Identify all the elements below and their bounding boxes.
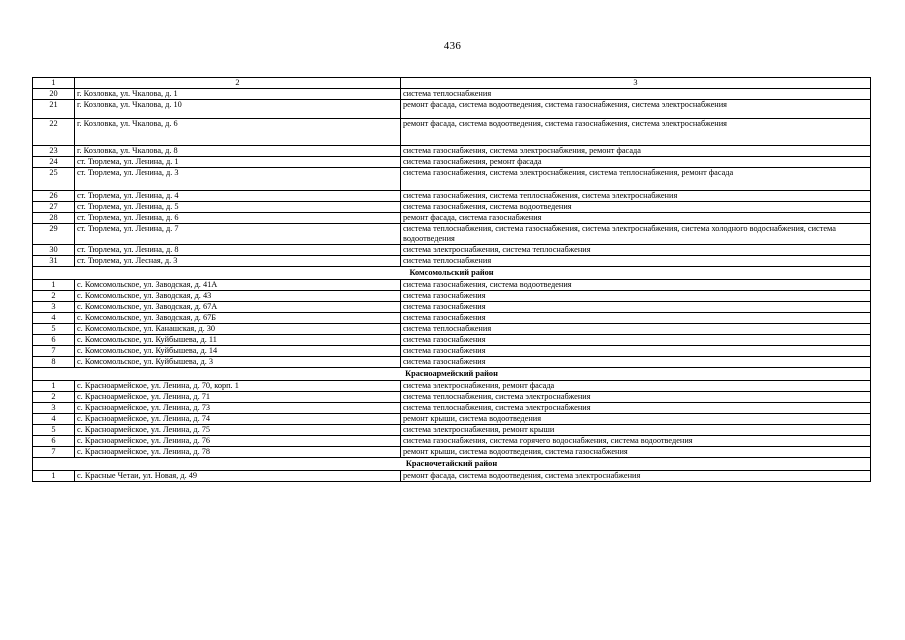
row-works: ремонт фасада, система водоотведения, система электроснабжения xyxy=(401,471,871,482)
table-row xyxy=(33,471,871,482)
district-header-row xyxy=(33,267,871,280)
row-number: 28 xyxy=(33,213,75,224)
table-row xyxy=(33,146,871,157)
row-address: ст. Тюрлема, ул. Лесная, д. 3 xyxy=(75,256,401,267)
row-works: ремонт крыши, система водоотведения, система газоснабжения xyxy=(401,447,871,458)
table-row xyxy=(33,280,871,291)
table-row xyxy=(33,100,871,119)
header-cell-address: 2 xyxy=(75,78,401,89)
table-row xyxy=(33,224,871,245)
row-works: система газоснабжения, система водоотведения xyxy=(401,202,871,213)
district-name: Красноармейский район xyxy=(33,368,871,381)
row-number: 6 xyxy=(33,436,75,447)
row-number: 29 xyxy=(33,224,75,245)
row-address: с. Красноармейское, ул. Ленина, д. 73 xyxy=(75,403,401,414)
row-works: система электроснабжения, система теплоснабжения xyxy=(401,245,871,256)
table-row xyxy=(33,392,871,403)
table-row xyxy=(33,447,871,458)
row-address: ст. Тюрлема, ул. Ленина, д. 1 xyxy=(75,157,401,168)
row-works: система газоснабжения xyxy=(401,291,871,302)
row-works: система теплоснабжения, система газоснабжения, система электроснабжения, система холодного водоснабжения, система водоотведения xyxy=(401,224,871,245)
table-row xyxy=(33,335,871,346)
row-address: ст. Тюрлема, ул. Ленина, д. 6 xyxy=(75,213,401,224)
row-works: система газоснабжения, система водоотведения xyxy=(401,280,871,291)
table-row xyxy=(33,157,871,168)
buildings-table-container xyxy=(32,77,870,482)
row-works: система теплоснабжения, система электроснабжения xyxy=(401,403,871,414)
table-row xyxy=(33,381,871,392)
row-number: 20 xyxy=(33,89,75,100)
row-works: ремонт фасада, система газоснабжения xyxy=(401,213,871,224)
row-address: с. Комсомольское, ул. Заводская, д. 41А xyxy=(75,280,401,291)
row-address: с. Комсомольское, ул. Канашская, д. 30 xyxy=(75,324,401,335)
row-address: с. Комсомольское, ул. Заводская, д. 67А xyxy=(75,302,401,313)
table-header-row xyxy=(33,78,871,89)
row-works: система газоснабжения xyxy=(401,346,871,357)
row-works: ремонт крыши, система водоотведения xyxy=(401,414,871,425)
row-number: 1 xyxy=(33,471,75,482)
table-row xyxy=(33,302,871,313)
table-row xyxy=(33,89,871,100)
table-row xyxy=(33,245,871,256)
row-number: 1 xyxy=(33,381,75,392)
table-row xyxy=(33,168,871,191)
table-row xyxy=(33,414,871,425)
row-address: с. Комсомольское, ул. Куйбышева, д. 11 xyxy=(75,335,401,346)
row-works: система газоснабжения, ремонт фасада xyxy=(401,157,871,168)
row-works: система электроснабжения, ремонт фасада xyxy=(401,381,871,392)
row-works: система газоснабжения xyxy=(401,357,871,368)
row-works: ремонт фасада, система водоотведения, система газоснабжения, система электроснабжения xyxy=(401,119,871,146)
row-address: ст. Тюрлема, ул. Ленина, д. 5 xyxy=(75,202,401,213)
row-number: 5 xyxy=(33,425,75,436)
row-number: 27 xyxy=(33,202,75,213)
district-header-row xyxy=(33,458,871,471)
row-address: с. Комсомольское, ул. Куйбышева, д. 14 xyxy=(75,346,401,357)
district-name: Красночетайский район xyxy=(33,458,871,471)
row-works: система теплоснабжения xyxy=(401,89,871,100)
table-row xyxy=(33,119,871,146)
row-address: с. Комсомольское, ул. Куйбышева, д. 3 xyxy=(75,357,401,368)
header-cell-works: 3 xyxy=(401,78,871,89)
row-number: 23 xyxy=(33,146,75,157)
row-address: с. Красноармейское, ул. Ленина, д. 74 xyxy=(75,414,401,425)
row-works: система теплоснабжения xyxy=(401,256,871,267)
district-header-row xyxy=(33,368,871,381)
row-works: система теплоснабжения xyxy=(401,324,871,335)
row-number: 2 xyxy=(33,392,75,403)
header-cell-number: 1 xyxy=(33,78,75,89)
row-works: система газоснабжения, система электроснабжения, система теплоснабжения, ремонт фасада xyxy=(401,168,871,191)
district-name: Комсомольский район xyxy=(33,267,871,280)
row-number: 6 xyxy=(33,335,75,346)
row-address: ст. Тюрлема, ул. Ленина, д. 4 xyxy=(75,191,401,202)
row-works: ремонт фасада, система водоотведения, система газоснабжения, система электроснабжения xyxy=(401,100,871,119)
row-address: с. Комсомольское, ул. Заводская, д. 67Б xyxy=(75,313,401,324)
row-address: с. Красные Четаи, ул. Новая, д. 49 xyxy=(75,471,401,482)
row-works: система газоснабжения, система теплоснабжения, система электроснабжения xyxy=(401,191,871,202)
table-row xyxy=(33,425,871,436)
table-row xyxy=(33,346,871,357)
row-works: система газоснабжения xyxy=(401,302,871,313)
row-address: ст. Тюрлема, ул. Ленина, д. 7 xyxy=(75,224,401,245)
row-number: 5 xyxy=(33,324,75,335)
table-row xyxy=(33,256,871,267)
row-address: г. Козловка, ул. Чкалова, д. 1 xyxy=(75,89,401,100)
row-address: с. Комсомольское, ул. Заводская, д. 43 xyxy=(75,291,401,302)
row-works: система газоснабжения xyxy=(401,313,871,324)
table-row xyxy=(33,313,871,324)
table-row xyxy=(33,191,871,202)
row-number: 8 xyxy=(33,357,75,368)
row-number: 3 xyxy=(33,302,75,313)
row-address: г. Козловка, ул. Чкалова, д. 6 xyxy=(75,119,401,146)
row-address: с. Красноармейское, ул. Ленина, д. 78 xyxy=(75,447,401,458)
row-works: система газоснабжения, система горячего водоснабжения, система водоотведения xyxy=(401,436,871,447)
table-row xyxy=(33,403,871,414)
table-row xyxy=(33,324,871,335)
row-number: 3 xyxy=(33,403,75,414)
row-number: 7 xyxy=(33,447,75,458)
table-row xyxy=(33,202,871,213)
row-number: 31 xyxy=(33,256,75,267)
table-row xyxy=(33,436,871,447)
row-works: система газоснабжения xyxy=(401,335,871,346)
row-number: 21 xyxy=(33,100,75,119)
table-row xyxy=(33,213,871,224)
table-row xyxy=(33,357,871,368)
row-address: г. Козловка, ул. Чкалова, д. 10 xyxy=(75,100,401,119)
row-address: ст. Тюрлема, ул. Ленина, д. 3 xyxy=(75,168,401,191)
row-number: 26 xyxy=(33,191,75,202)
table-row xyxy=(33,291,871,302)
row-address: г. Козловка, ул. Чкалова, д. 8 xyxy=(75,146,401,157)
row-address: ст. Тюрлема, ул. Ленина, д. 8 xyxy=(75,245,401,256)
row-number: 1 xyxy=(33,280,75,291)
buildings-table xyxy=(32,77,871,482)
row-number: 7 xyxy=(33,346,75,357)
row-address: с. Красноармейское, ул. Ленина, д. 71 xyxy=(75,392,401,403)
row-number: 2 xyxy=(33,291,75,302)
row-address: с. Красноармейское, ул. Ленина, д. 76 xyxy=(75,436,401,447)
row-number: 24 xyxy=(33,157,75,168)
row-works: система газоснабжения, система электроснабжения, ремонт фасада xyxy=(401,146,871,157)
row-works: система электроснабжения, ремонт крыши xyxy=(401,425,871,436)
row-address: с. Красноармейское, ул. Ленина, д. 70, корп. 1 xyxy=(75,381,401,392)
row-address: с. Красноармейское, ул. Ленина, д. 75 xyxy=(75,425,401,436)
table-body xyxy=(33,78,871,482)
row-number: 25 xyxy=(33,168,75,191)
row-works: система теплоснабжения, система электроснабжения xyxy=(401,392,871,403)
row-number: 4 xyxy=(33,313,75,324)
row-number: 30 xyxy=(33,245,75,256)
row-number: 22 xyxy=(33,119,75,146)
row-number: 4 xyxy=(33,414,75,425)
page-number: 436 xyxy=(443,40,462,52)
